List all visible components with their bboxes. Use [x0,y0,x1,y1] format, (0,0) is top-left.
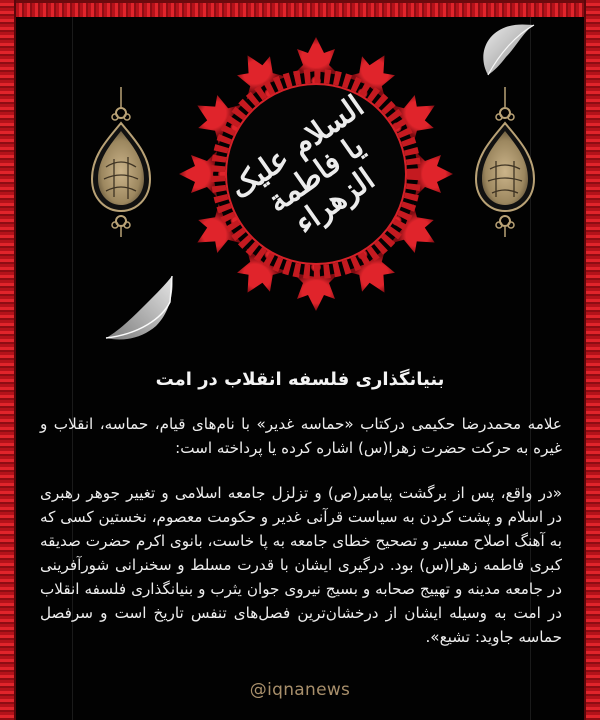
frame-border-right [584,0,600,720]
feather-icon [476,17,536,77]
lantern-ornament-left [86,87,156,247]
feather-icon [100,272,180,352]
calligraphy-text: السلام علیک یا فاطمة الزهراء [223,88,382,241]
article-paragraph: «در واقع، پس از برگشت پیامبر(ص) و تزلزل جامعه اسلامی و تغییر جوهر رهبری در اسلام و پشت کردن به سیاست قرآنی غدیر و حکومت معصوم، نخستین کسی که به آهنگ اصلاح مسیر و تصحیح خطای جامعه به پا خاست، بانوی اکرم حضرت صدیقه کبری فاطمه زهرا(س) بود. درگیری ایشان با قدرت مسلط و سخنرانی شورآفرینی در جامعه مدینه و تهییج صحابه و بسیج نیروی جوان یثرب و بنیانگذاری فلسفه انقلاب در امت به وسیله ایشان از درخشان‌ترین فصل‌های تنفس تاریخ است و سرفصل حماسه جاوید: تشیع». [40,484,562,646]
banner-artwork [16,17,584,362]
lantern-ornament-right [470,87,540,247]
social-handle: @iqnanews [249,680,351,700]
calligraphy-medallion [177,35,455,313]
frame-border-left [0,0,16,720]
frame-border-top [0,0,600,17]
article-paragraph: علامه محمدرضا حکیمی درکتاب «حماسه غدیر» با نام‌های قیام، حماسه، انقلاب و غیره به حرکت حضرت زهرا(س) اشاره کرده یا پرداخته است: [40,415,562,457]
article-title: بنیانگذاری فلسفه انقلاب در امت [155,369,445,390]
